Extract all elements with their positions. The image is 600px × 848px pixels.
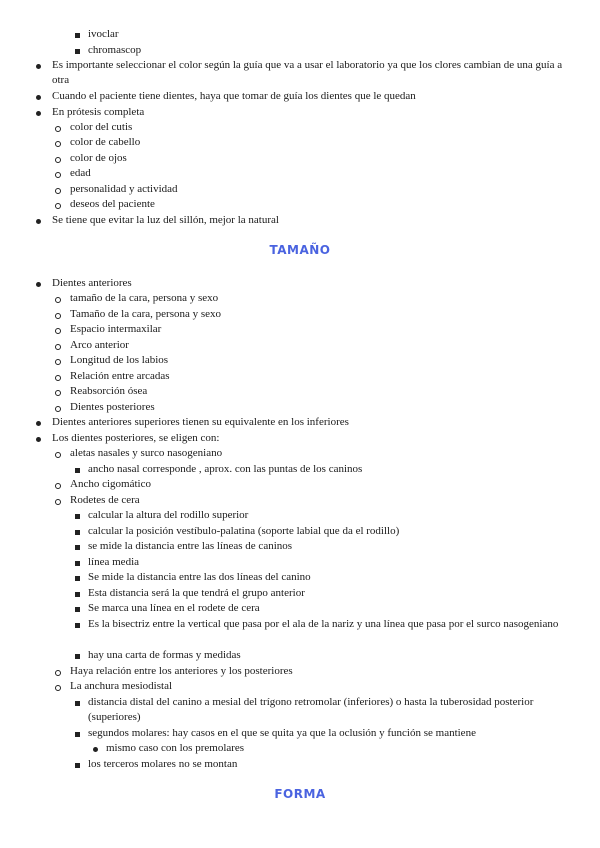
list-bullet <box>36 437 41 442</box>
list-bullet <box>55 203 61 209</box>
list-bullet <box>55 344 61 350</box>
list-item: Longitud de los labios <box>70 354 169 366</box>
list-bullet <box>36 111 41 116</box>
list-item: Cuando el paciente tiene dientes, haya que tomar de guía los dientes que le quedan <box>52 90 416 102</box>
list-bullet <box>55 670 61 676</box>
list-item: Se marca una línea en el rodete de cera <box>88 602 260 614</box>
list-bullet <box>55 483 61 489</box>
list-bullet <box>75 732 80 737</box>
section-heading-forma: FORMA <box>274 787 326 801</box>
list-bullet <box>55 452 61 458</box>
list-item: Arco anterior <box>70 339 129 351</box>
list-bullet <box>55 157 61 163</box>
list-item: color del cutis <box>70 121 133 133</box>
list-bullet <box>75 561 80 566</box>
list-bullet <box>75 592 80 597</box>
list-item: Dientes posteriores <box>70 401 155 413</box>
list-bullet <box>75 33 80 38</box>
list-bullet <box>55 141 61 147</box>
list-item: se mide la distancia entre las líneas de caninos <box>88 540 293 552</box>
list-item: distancia distal del canino a mesial del trígono retromolar (inferiores) o hasta la tuberosidad posterior (superiores) <box>88 696 534 723</box>
list-bullet <box>36 95 41 100</box>
list-item: En prótesis completa <box>52 106 145 118</box>
list-bullet <box>55 685 61 691</box>
list-item: línea media <box>88 556 140 568</box>
list-item: tamaño de la cara, persona y sexo <box>70 292 219 304</box>
list-item: chromascop <box>88 44 142 56</box>
list-bullet <box>55 172 61 178</box>
list-item: los terceros molares no se montan <box>88 758 238 770</box>
list-bullet <box>55 188 61 194</box>
list-bullet <box>55 375 61 381</box>
list-item: ivoclar <box>88 28 119 40</box>
list-bullet <box>36 64 41 69</box>
list-item: hay una carta de formas y medidas <box>88 649 241 661</box>
list-item: Haya relación entre los anteriores y los posteriores <box>70 665 293 677</box>
list-bullet <box>75 763 80 768</box>
list-bullet <box>75 623 80 628</box>
list-item: Dientes anteriores <box>52 277 132 289</box>
list-item: Los dientes posteriores, se eligen con: <box>52 432 220 444</box>
list-bullet <box>75 701 80 706</box>
list-bullet <box>55 406 61 412</box>
list-bullet <box>55 328 61 334</box>
list-item: calcular la altura del rodillo superior <box>88 509 249 521</box>
list-item: mismo caso con los premolares <box>106 742 245 754</box>
list-bullet <box>55 313 61 319</box>
list-item: calcular la posición vestíbulo-palatina (soporte labial que da el rodillo) <box>88 525 400 537</box>
list-bullet <box>75 530 80 535</box>
list-bullet <box>75 49 80 54</box>
list-item: segundos molares: hay casos en el que se quita ya que la oclusión y función se mantiene <box>88 727 476 739</box>
list-item: personalidad y actividad <box>70 183 178 195</box>
list-bullet <box>75 607 80 612</box>
list-bullet <box>55 499 61 505</box>
list-bullet <box>36 421 41 426</box>
list-item: Rodetes de cera <box>70 494 140 506</box>
list-item: Es la bisectriz entre la vertical que pasa por el ala de la nariz y una línea que pasa por el surco nasogeniano <box>88 618 559 630</box>
list-item: edad <box>70 167 91 179</box>
list-item: Tamaño de la cara, persona y sexo <box>70 308 222 320</box>
list-item: Se mide la distancia entre las dos líneas del canino <box>88 571 311 583</box>
section-heading-tamano: TAMAÑO <box>269 243 331 257</box>
list-item: color de ojos <box>70 152 127 164</box>
list-item: La anchura mesiodistal <box>70 680 173 692</box>
list-item: aletas nasales y surco nasogeniano <box>70 447 223 459</box>
list-bullet <box>55 390 61 396</box>
list-bullet <box>75 545 80 550</box>
list-bullet <box>75 654 80 659</box>
list-bullet <box>75 514 80 519</box>
list-item: deseos del paciente <box>70 198 155 210</box>
list-bullet <box>36 219 41 224</box>
list-item: Esta distancia será la que tendrá el grupo anterior <box>88 587 305 599</box>
list-item: Relación entre arcadas <box>70 370 170 382</box>
list-item: Se tiene que evitar la luz del sillón, mejor la natural <box>52 214 279 226</box>
list-item: Reabsorción ósea <box>70 385 148 397</box>
list-item: color de cabello <box>70 136 141 148</box>
list-bullet <box>36 282 41 287</box>
list-bullet <box>55 297 61 303</box>
list-item: Espacio intermaxilar <box>70 323 162 335</box>
list-bullet <box>55 126 61 132</box>
list-bullet <box>93 747 98 752</box>
list-item: Ancho cigomático <box>70 478 151 490</box>
list-bullet <box>55 359 61 365</box>
list-item: ancho nasal corresponde , aprox. con las puntas de los caninos <box>88 463 363 475</box>
list-bullet <box>75 468 80 473</box>
list-bullet <box>75 576 80 581</box>
list-item: Dientes anteriores superiores tienen su equivalente en los inferiores <box>52 416 349 428</box>
list-item: Es importante seleccionar el color según la guía que va a usar el laboratorio ya que los clores cambian de una guía a otra <box>52 59 563 86</box>
